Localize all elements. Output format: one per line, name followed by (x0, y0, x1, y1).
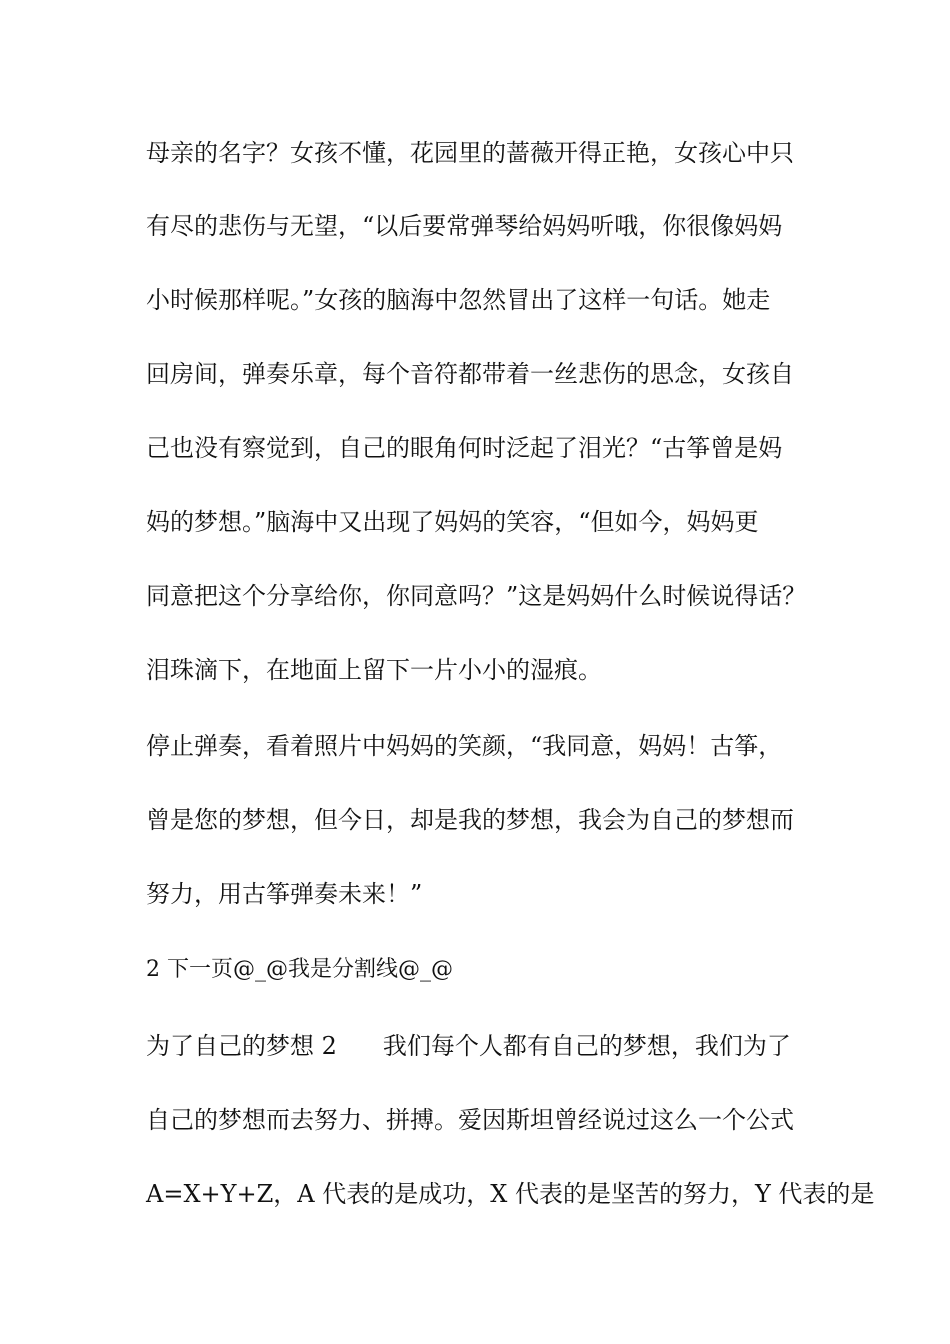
page-divider-line: 2 下一页@_@我是分割线@_@ (146, 957, 453, 982)
section-title: 为了自己的梦想 2 (146, 1032, 337, 1060)
paragraph-line: 努力，用古筝弹奏未来！” (146, 880, 423, 908)
paragraph-line: 己也没有察觉到，自己的眼角何时泛起了泪光？“古筝曾是妈 (146, 434, 783, 462)
paragraph-line: 妈的梦想。”脑海中又出现了妈妈的笑容，“但如今，妈妈更 (146, 508, 759, 536)
section-first-line (146, 1031, 826, 1061)
paragraph-line: 曾是您的梦想，但今日，却是我的梦想，我会为自己的梦想而 (146, 806, 794, 834)
paragraph-line: 自己的梦想而去努力、拼搏。爱因斯坦曾经说过这么一个公式 (146, 1106, 794, 1134)
section-first-text: 我们每个人都有自己的梦想，我们为了 (382, 1032, 791, 1060)
paragraph-line: 泪珠滴下，在地面上留下一片小小的湿痕。 (146, 656, 602, 684)
paragraph-line: 有尽的悲伤与无望，“以后要常弹琴给妈妈听哦，你很像妈妈 (146, 212, 783, 240)
paragraph-line: 小时候那样呢。”女孩的脑海中忽然冒出了这样一句话。她走 (146, 286, 771, 314)
paragraph-line: 停止弹奏，看着照片中妈妈的笑颜，“我同意，妈妈！古筝， (146, 732, 783, 760)
paragraph-line: 母亲的名字？女孩不懂，花园里的蔷薇开得正艳，女孩心中只 (146, 139, 794, 167)
paragraph-line: 同意把这个分享给你，你同意吗？”这是妈妈什么时候说得话？ (146, 582, 807, 610)
paragraph-line: A=X+Y+Z，A 代表的是成功，X 代表的是坚苦的努力，Y 代表的是 (146, 1180, 875, 1208)
paragraph-line: 回房间，弹奏乐章，每个音符都带着一丝悲伤的思念，女孩自 (146, 360, 794, 388)
